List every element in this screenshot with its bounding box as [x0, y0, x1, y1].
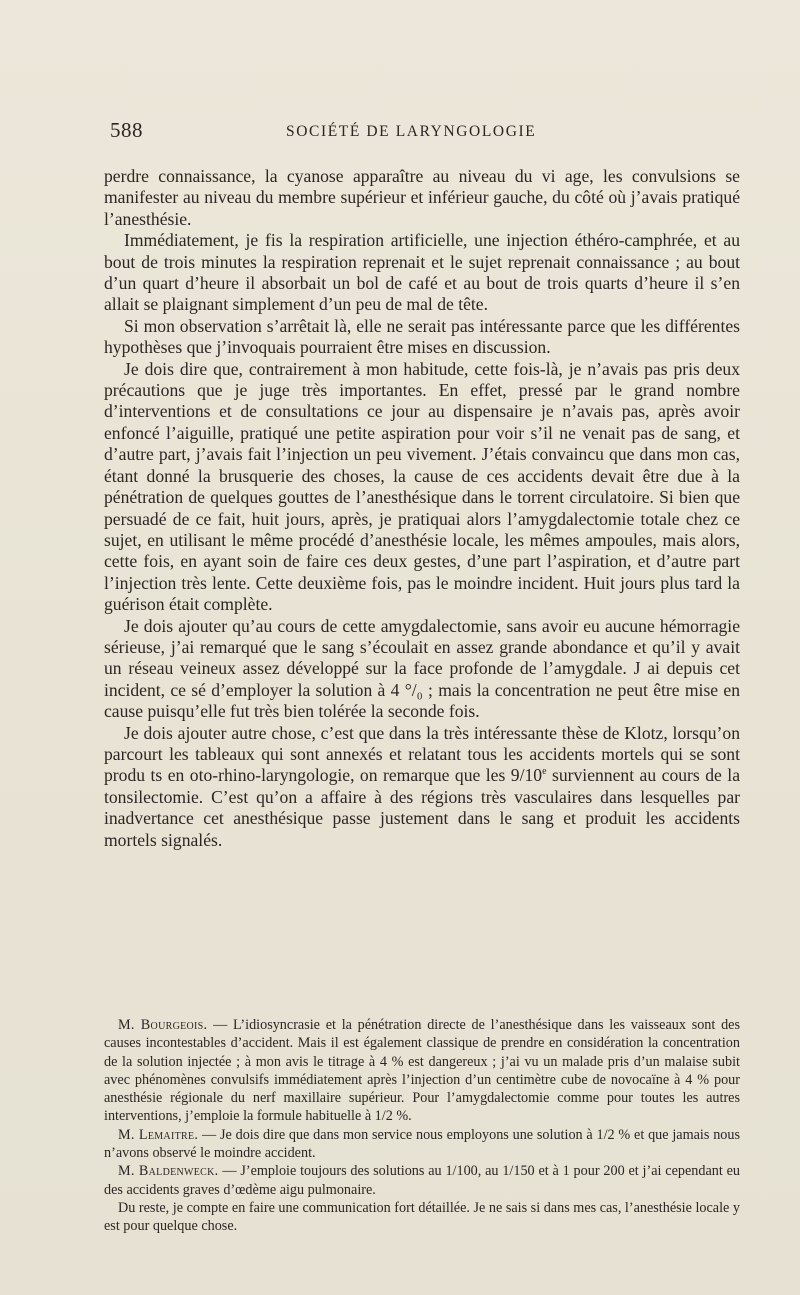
- paragraph-6-part-a: Je dois ajouter autre chose, c’est que dans la très intéressante thèse de Klotz, lorsqu’on parcourt les tableaux qui sont annexés et relatant tous les accidents mortels qui se sont produ ts en oto-rhino-laryngologie, on remarque que les 9/10: [104, 722, 740, 786]
- main-text: [104, 166, 740, 851]
- discussion-notes: [104, 1016, 740, 1236]
- paragraph-6: [104, 723, 740, 851]
- note-text: — J’emploie toujours des solutions au 1/100, au 1/150 et à 1 pour 200 et j’ai cependant eu des accidents graves d’œdème aigu pulmonaire.: [104, 1163, 740, 1198]
- paragraph-5: Je dois ajouter qu’au cours de cette amygdalectomie, sans avoir eu aucune hémorragie sérieuse, j’ai remarqué que le sang s’écoulait en assez grande abondance et qu’il y avait un réseau veineux assez développé sur la face profonde de l’amygdale. J ai depuis cet incident, ce sé d’employer la solution à 4 °/₀ ; mais la concentration ne peut être mise en cause puisqu’elle fut très bien tolérée la seconde fois.: [104, 615, 740, 722]
- note-text: — L’idiosyncrasie et la pénétration directe de l’anesthésique dans les vaisseaux sont des causes incontestables d’accident. Mais il est également classique de prendre en considération la concentration de la solution injectée ; à mon avis le titrage à 4 % est dangereux ; j’ai vu un malade pris d’un malaise subit avec phénomènes convulsifs immédiatement après l’injection d’un centimètre cube de novocaïne à 4 % pour anesthésie régionale du nerf maxillaire supérieur. Pour l’amygdalectomie comme pour toutes les autres interventions, j’emploie la formule habituelle à 1/2 %.: [104, 1017, 740, 1125]
- paragraph-4: Je dois dire que, contrairement à mon habitude, cette fois-là, je n’avais pas pris deux précautions que je juge très importantes. En effet, pressé par le grand nombre d’interventions et de consultations ce jour au dispensaire je n’avais pas, après avoir enfoncé l’aiguille, pratiqué une petite aspiration pour voir s’il ne venait pas de sang, et d’autre part, j’avais fait l’injection un peu vivement. J’étais convaincu que dans mon cas, étant donné la brusquerie des choses, la cause de ces accidents devait être due à la pénétration de quelques gouttes de l’anesthésique dans le torrent circulatoire. Si bien que persuadé de ce fait, huit jours, après, je pratiquai alors l’amygdalectomie totale chez ce sujet, en utilisant le même procédé d’anesthésie locale, les mêmes ampoules, mais alors, cette fois, en ayant soin de faire ces deux gestes, d’une part l’aspiration, et d’autre part l’injection très lente. Cette deuxième fois, pas le moindre incident. Huit jours plus tard la guérison était complète.: [104, 358, 740, 615]
- note-lemaitre: [104, 1126, 740, 1163]
- paragraph-2: Immédiatement, je fis la respiration artificielle, une injection éthéro-camphrée, et au bout de trois minutes la respiration reprenait et le sujet reprenait connaissance ; au bout d’un quart d’heure il absorbait un bol de café et au bout de trois quarts d’heure il s’en allait se plaignant simplement d’un peu de mal de tête.: [104, 230, 740, 315]
- speaker-name: M. Baldenweck.: [118, 1163, 219, 1180]
- note-baldenweck: [104, 1162, 740, 1199]
- note-continuation: Du reste, je compte en faire une communication fort détaillée. Je ne sais si dans mes cas, l’anesthésie locale y est pour quelque chose.: [104, 1199, 740, 1235]
- page-header: [110, 118, 740, 148]
- speaker-name: M. Lemaitre.: [118, 1126, 199, 1143]
- running-title: SOCIÉTÉ DE LARYNGOLOGIE: [286, 123, 537, 140]
- superscript-e: e: [542, 766, 547, 778]
- speaker-name: M. Bourgeois.: [118, 1017, 208, 1033]
- note-bourgeois: [104, 1016, 740, 1126]
- paragraph-1: perdre connaissance, la cyanose apparaître au niveau du vi age, les convulsions se manifester au niveau du membre supérieur et inférieur gauche, du côté où j’avais pratiqué l’anesthésie.: [104, 166, 740, 229]
- page-number: 588: [110, 118, 143, 142]
- paragraph-3: Si mon observation s’arrêtait là, elle ne serait pas intéressante parce que les différentes hypothèses que j’invoquais pourraient être mises en discussion.: [104, 315, 740, 358]
- note-text: — Je dois dire que dans mon service nous employons une solution à 1/2 % et que jamais nous n’avons observé le moindre accident.: [104, 1126, 740, 1162]
- paragraph-6-part-b: surviennent au cours de la tonsilectomie. C’est qu’on a affaire à des régions très vasculaires dans lesquelles par inadvertance cet anesthésique passe justement dans le sang et produit les accidents mortels signalés.: [104, 765, 740, 850]
